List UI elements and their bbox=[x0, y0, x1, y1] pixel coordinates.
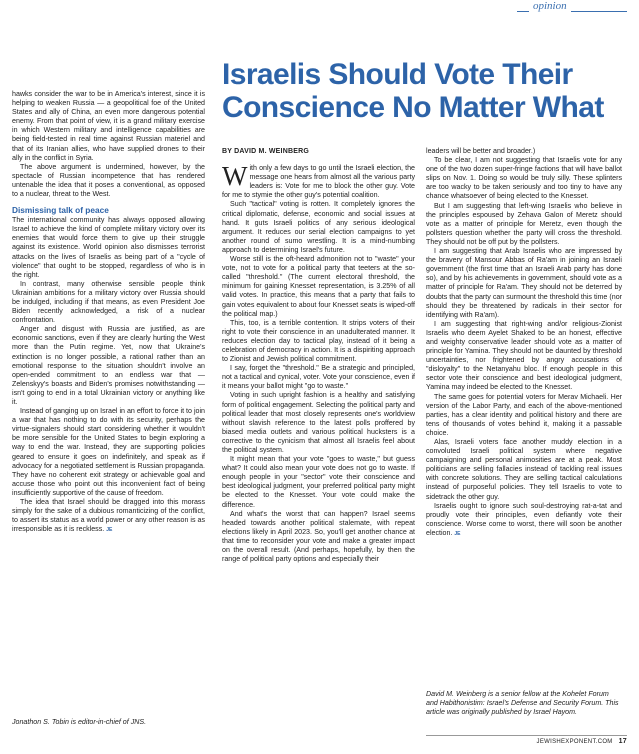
left-paragraph bbox=[12, 498, 205, 535]
left-paragraph: hawks consider the war to be in America's interest, since it is helping to weaken Russia — a geopolitical foe of the United States and ally of China, an even more dangerous potential enemy. From that point of view, it is a grand military exercise in which Western military and intelligence capabilities are being field-tested in real time against Russian materiel and that of its Iranian allies, who have supplied drones to their ally in the conflict in Syria. bbox=[12, 90, 205, 162]
page-footer bbox=[537, 738, 627, 745]
right-paragraph: Alas, Israeli voters face another muddy election in a convoluted Israeli political system where negative campaigning and personal animosities are at a peak. Most politicians are selling fallacies instead of tackling real issues with concrete solutions. They are selling tactical calculations instead of purposeful policies. They tell Israelis to vote to sidetrack the other guy. bbox=[426, 438, 622, 501]
left-column bbox=[12, 90, 205, 535]
page-number: 17 bbox=[618, 738, 627, 745]
right-paragraph bbox=[426, 502, 622, 539]
right-paragraph: But I am suggesting that left-wing Israelis who believe in the principles espoused by Zehava Galon of Meretz should vote as a matter of principle for Meretz, even though the pollsters question whether the party will cross the threshold. They should not be off put by the pollsters. bbox=[426, 201, 622, 246]
left-paragraph: The international community has always opposed allowing Israel to achieve the kind of complete military victory over its enemies that would force them to give up their struggle against its existence. World opinion also dismisses terrorist attacks on the lives of Israelis as being part of a "cycle of violence" that ought to be stopped, regardless of who is in the right. bbox=[12, 216, 205, 279]
right-column bbox=[426, 147, 622, 539]
drop-cap: W bbox=[222, 161, 248, 192]
right-last-text: Israelis ought to ignore such soul-destroying rat-a-tat and proudly vote their principles, even defiantly vote their conscience. Worse come to worst, there will soon be another election. bbox=[426, 501, 622, 537]
right-paragraph: leaders will be better and broader.) bbox=[426, 147, 536, 155]
mid-paragraph: It might mean that your vote "goes to waste," but guess what? It could also mean your vote does not go to waste. If enough people in your "sector" vote their conscience and best ideological judgment, your preferred political party might be elected to the Knesset. Your vote could make the difference. bbox=[222, 455, 415, 509]
mid-paragraph: I say, forget the "threshold." Be a strategic and principled, not a tactical and cynical, voter. Vote your conscience, even if it means your ballot might "go to waste." bbox=[222, 364, 415, 391]
left-last-text: The idea that Israel should be dragged into this morass simply for the sake of a dubious romanticizing of the conflict, to assert its status as a world power or any other reason is as irresponsible as it is reckless. bbox=[12, 498, 205, 534]
author-bio: David M. Weinberg is a senior fellow at the Kohelet Forum and Habithonistim: Israel's Defense and Security Forum. This article was originally published by Israel Hayom. bbox=[426, 690, 619, 717]
section-label: opinion bbox=[529, 0, 571, 12]
mid-paragraph: And what's the worst that can happen? Israel seems headed towards another political stalemate, with repeat elections likely in April 2023. So, you'll get another chance at that time to reconsider your vote and make a greater impact on the overall result. (And perhaps, hopefully, by then the range of political party options and especially their bbox=[222, 509, 415, 564]
section-tag bbox=[517, 0, 627, 16]
left-subhead: Dismissing talk of peace bbox=[12, 205, 109, 216]
byline: BY DAVID M. WEINBERG bbox=[222, 148, 309, 155]
right-paragraph: To be clear, I am not suggesting that Israelis vote for any one of the two dozen super-fringe factions that will have ballot slips on Nov. 1. Doing so would be truly silly. These splinters are too wacky to be taken seriously and too tiny to have any chance whatsoever of being elected to the Knesset. bbox=[426, 156, 622, 201]
right-paragraph: The same goes for potential voters for Merav Michaeli. Her version of the Labor Party, and each of the above-mentioned parties, has a clear identity and political history and there are tens of thousands of votes behind it, making it a passable choice. bbox=[426, 392, 622, 437]
middle-column bbox=[222, 147, 415, 564]
right-paragraph: I am suggesting that Arab Israelis who are impressed by the bravery of Mansour Abbas of Ra'am in joining an Israeli government (the first time that an Israeli Arab party has done so), and by his achievements in government, should vote as a matter of principle for Ra'am. They should not be deterred by doubts that the party can surmount the threshold this time (nor should they be threatened by radicals in their sector for identifying with Ra'am). bbox=[426, 247, 622, 319]
end-mark: JE bbox=[106, 527, 113, 534]
footer-rule bbox=[426, 735, 627, 736]
footer-site: JEWISHEXPONENT.COM bbox=[536, 739, 613, 745]
left-paragraph: Instead of ganging up on Israel in an effort to force it to join a war that has nothing to do with its security, perhaps the virtue-signalers should start considering whether it wouldn't be more sensible for the United States to begin exploring a way to end the war. Instead, they are supporting policies geared to ensure it goes on indefinitely, and speak as if advocacy for a negotiated settlement is Russian propaganda. They have no coherent exit strategy or achievable goal and accuse those who point out this inconvenient fact of being insufficiently supportive of the cause of freedom. bbox=[12, 407, 205, 497]
mid-paragraph: Worse still is the oft-heard admonition not to "waste" your vote, not to vote for a political party that teeters at the so-called "threshold." (The current electoral threshold, the minimum for gaining Knesset representation, is 3.25% of all valid votes. In practice, this means that a party that fails to gain votes equivalent to about four Knesset seats is wiped-off the political map.) bbox=[222, 255, 415, 318]
lead-paragraph bbox=[222, 161, 415, 200]
right-paragraph: I am suggesting that right-wing and/or religious-Zionist Israelis who deem Ayelet Shaked to be an honest, effective and weighty conservative leader should vote as a matter of principle for Yamina. They should not be daunted by threshold uncertainties, nor frightened by angry accusations of "disloyalty" to the Netanyahu bloc. If enough people in this sector vote their conscience and best ideological judgment, Yamina may indeed be elected to the Knesset. bbox=[426, 319, 622, 392]
mid-paragraph: Voting in such upright fashion is a healthy and satisfying form of political engagement. Selecting the political party and political leader that most closely represents one's worldview without slavish reference to the latest polls proffered by biased media outlets and various political hucksters is a corrective to the cynicism that almost all Israelis feel about the political system. bbox=[222, 391, 415, 454]
left-paragraph: Anger and disgust with Russia are justified, as are economic sanctions, even if they are clearly hurting the West more than the Putin regime. Yet, now that Ukraine's extinction is no longer possible, a rational rather than an emotional response to the situation shouldn't involve an open-ended commitment to an endless war that — Zelenskyy's boasts and Biden's promises notwithstanding — isn't going to end in a total Ukrainian victory or anything like it. bbox=[12, 325, 205, 406]
left-footnote: Jonathon S. Tobin is editor-in-chief of JNS. bbox=[12, 718, 147, 726]
mid-paragraph: Such "tactical" voting is rotten. It completely ignores the critical diplomatic, defense, economic and social issues at hand. It guts Israeli politics of any serious ideological argument. It reduces our serial election campaigns to yet another round of sumo wrestling. It is a mind-numbing approach to determining Israel's future. bbox=[222, 200, 415, 254]
mid-paragraph: This, too, is a terrible contention. It strips voters of their right to vote their conscience in an unadulterated manner. It reduces election day to tactical play, instead of it being a celebration of democracy in action. It is a dispiriting approach to Zionist and Jewish political commitment. bbox=[222, 318, 415, 364]
left-paragraph: The above argument is undermined, however, by the spectacle of Russian incompetence that has rendered untenable the idea that it poses a conventional, as opposed to a nuclear, threat to the West. bbox=[12, 162, 205, 199]
left-paragraph: In contrast, many otherwise sensible people think Ukrainian ambitions for a military victory over Russia should be indulged, including if that means, as even President Joe Biden recently acknowledged, a risk of a nuclear confrontation. bbox=[12, 279, 205, 325]
headline: Israelis Should Vote Their Conscience No Matter What bbox=[222, 58, 604, 124]
lead-text: ith only a few days to go until the Israeli election, the message one hears from almost all the various party leaders is: Vote for me to block the other guy. Vote for me to stymie the other guy's potential coalition. bbox=[222, 164, 415, 200]
end-mark: JE bbox=[454, 530, 461, 537]
